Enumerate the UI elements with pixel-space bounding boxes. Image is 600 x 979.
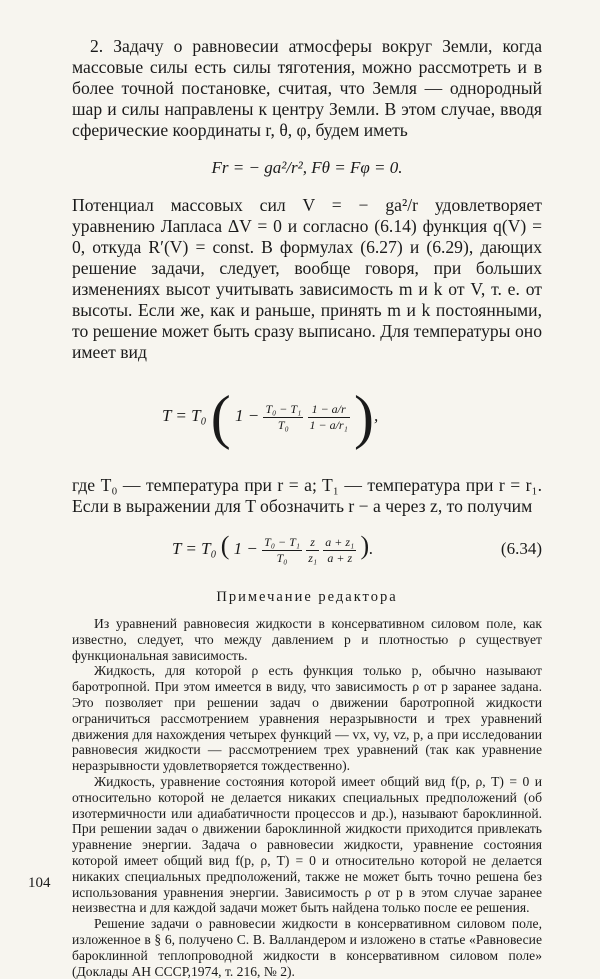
- fraction-t0-t1: $\frac{\text{T₀ − T₁}}{\text{T₀}}$: [265, 401, 302, 432]
- page-number: 104: [28, 875, 51, 891]
- paragraph-1: 2. Задачу о равновесии атмосферы вокруг Земли, когда массовые силы есть силы тяготения, можно рассмотреть и в более точной постановке, считая, что Земля — однородный шар и силы направлены к центру Земли. В этом случае, вводя сферические координаты r, θ, φ, будем иметь: [72, 36, 542, 140]
- note-paragraph-4: Решение задачи о равновесии жидкости в консервативном силовом поле, изложенное в § 6, получено С. В. Валландером и изложено в статье «Равновесие бароклинной теплопроводной жидкости в консервативном силовом поле» (Доклады АН СССР,1974, т. 216, № 2).: [72, 916, 542, 979]
- note-paragraph-3: Жидкость, уравнение состояния которой имеет общий вид f(p, ρ, T) = 0 и относительно которой не делается никаких специальных предположений (об изотермичности или адиабатичности процессов и др.), называют бароклинной. При решении задач о движении бароклинной жидкости приходится привлекать уравнение энергии. Задача о равновесии жидкости, уравнение состояния которой имеет общий вид f(p, ρ, T) = 0 и относительно которой не делается никаких специальных предположений, также не может быть точно решена без использования уравнения энергии. Зависимость ρ от p в этом случае заранее неизвестна и для каждой задачи может быть найдена только после ее решения.: [72, 773, 542, 916]
- note-paragraph-2: Жидкость, для которой ρ есть функция только p, обычно называют баротропной. При этом имеется в виду, что зависимость ρ от p заранее задана. Это позволяет при решении задач о движении баротропной жидкости ограничиться рассмотрением уравнения неразрывности и трех уравнений движения для нахождения четырех функций — vx, vy, vz, p, а при исследовании равновесия жидкости — рассмотрением трех уравнений (так как уравнение неразрывности удовлетворяется тождественно).: [72, 663, 542, 774]
- formula-temperature: T = T₀ ( 1 − $\frac{\text{T₀ − T₁}}{\text{T₀}}$ $\frac{1 - a/r}{\text{1 − a/r₁}}$ ),: [162, 384, 379, 450]
- page-body: [72, 36, 542, 979]
- editor-note-heading: Примечание редактора: [216, 589, 398, 605]
- formula-temperature-lhs: T = T₀: [162, 405, 207, 425]
- equation-number: (6.34): [500, 539, 542, 558]
- note-paragraph-1: Из уравнений равновесия жидкости в консервативном силовом поле, как известно, следует, что между давлением p и плотностью ρ существует функциональная зависимость.: [72, 616, 542, 663]
- paragraph-2: Потенциал массовых сил V = − ga²/r удовлетворяет уравнению Лапласа ΔV = 0 и согласно (6.14) функция q(V) = 0, откуда R′(V) = const. В формулах (6.27) и (6.29), дающих решение задачи, следует, вообще говоря, при больших изменениях высот учитывать зависимость m и k от V, т. е. от высоты. Если же, как и раньше, принять m и k постоянными, то решение может быть сразу выписано. Для температуры оно имеет вид: [72, 195, 542, 362]
- formula-forces: Fr = − ga²/r², Fθ = Fφ = 0.: [211, 158, 403, 177]
- fraction-a-r: $\frac{1 - a/r}{\text{1 − a/r₁}}$: [309, 401, 348, 432]
- paragraph-3: где T₀ — температура при r = a; T₁ — температура при r = r₁. Если в выражении для T обозначить r − a через z, то получим: [72, 475, 542, 516]
- formula-6-34: T = T₀ ( 1 − $\frac{\text{T₀ − T₁}}{\text{T₀}}$ $\frac{z}{\text{z₁}}$ $\frac{\text{a + z₁}}{a + z}$ ). (6.34): [172, 531, 542, 565]
